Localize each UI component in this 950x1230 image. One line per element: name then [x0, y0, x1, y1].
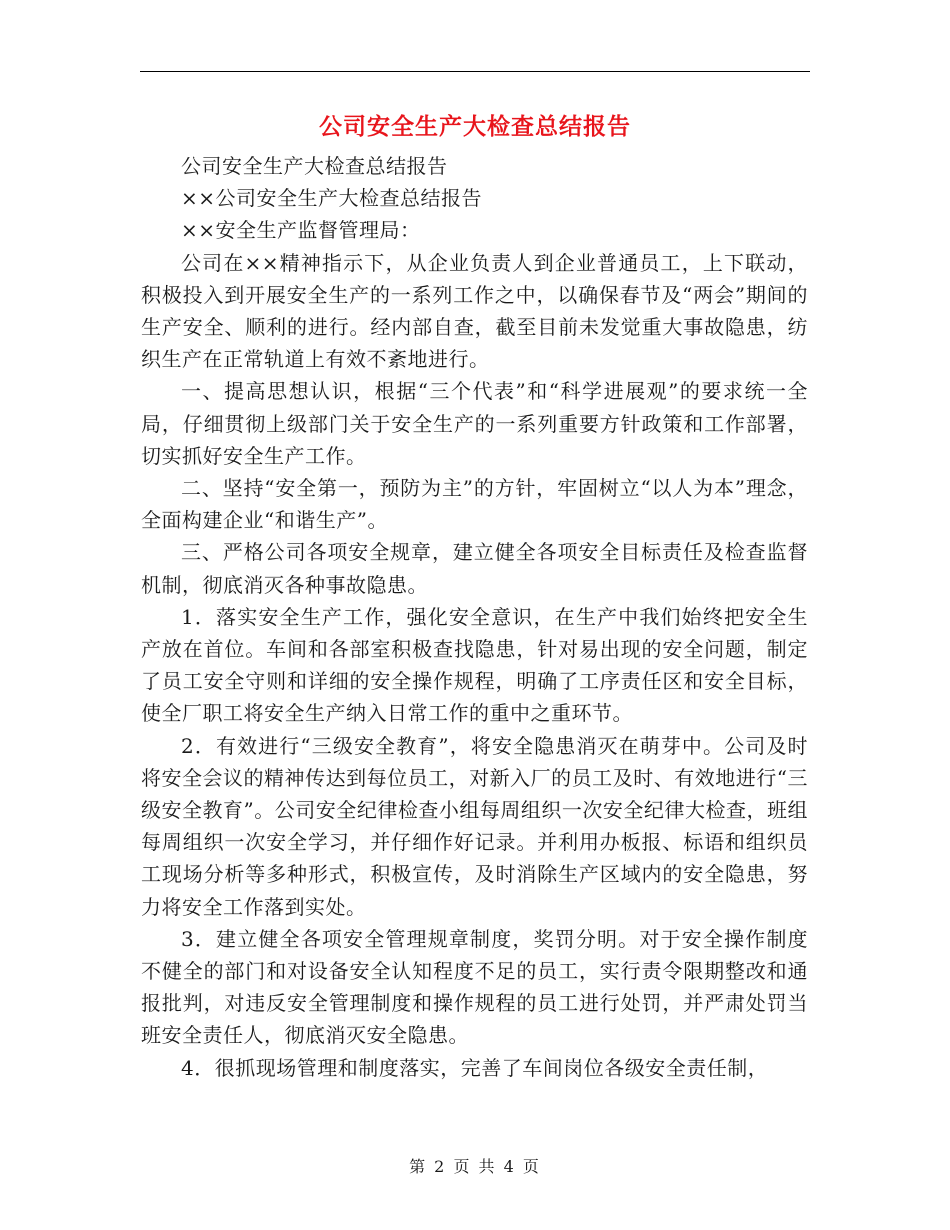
document-title: 公司安全生产大检查总结报告 — [319, 114, 631, 140]
paragraph: 三、严格公司各项安全规章，建立健全各项安全目标责任及检查监督机制，彻底消灭各种事故隐患。 — [141, 540, 808, 597]
document-body — [141, 150, 808, 1084]
paragraph: 公司在××精神指示下，从企业负责人到企业普通员工，上下联动，积极投入到开展安全生产的一系列工作之中，以确保春节及“两会”期间的生产安全、顺利的进行。经内部自查，截至目前未发觉重大事故隐患，纺织生产在正常轨道上有效不紊地进行。 — [141, 250, 808, 372]
paragraph: 2．有效进行“三级安全教育”，将安全隐患消灭在萌芽中。公司及时将安全会议的精神传达到每位员工，对新入厂的员工及时、有效地进行“三级安全教育”。公司安全纪律检查小组每周组织一次安全纪律大检查，班组每周组织一次安全学习，并仔细作好记录。并利用办板报、标语和组织员工现场分析等多种形式，积极宣传，及时消除生产区域内的安全隐患，努力将安全工作落到实处。 — [141, 733, 808, 919]
paragraph: 3．建立健全各项安全管理规章制度，奖罚分明。对于安全操作制度不健全的部门和对设备安全认知程度不足的员工，实行责令限期整改和通报批判，对违反安全管理制度和操作规程的员工进行处罚，并严肃处罚当班安全责任人，彻底消灭安全隐患。 — [141, 926, 808, 1048]
paragraph: 1．落实安全生产工作，强化安全意识，在生产中我们始终把安全生产放在首位。车间和各部室积极查找隐患，针对易出现的安全问题，制定了员工安全守则和详细的安全操作规程，明确了工序责任区和安全目标，使全厂职工将安全生产纳入日常工作的重中之重环节。 — [141, 604, 808, 726]
page-footer: 第 2 页 共 4 页 — [409, 1157, 541, 1176]
paragraph: ××安全生产监督管理局： — [181, 218, 421, 243]
paragraph: 4．很抓现场管理和制度落实，完善了车间岗位各级安全责任制， — [181, 1055, 769, 1080]
paragraph: 公司安全生产大检查总结报告 — [181, 154, 448, 178]
paragraph: ××公司安全生产大检查总结报告 — [181, 186, 483, 211]
header-rule — [140, 71, 810, 72]
paragraph: 二、坚持“安全第一，预防为主”的方针，牢固树立“以人为本”理念，全面构建企业“和谐生产”。 — [141, 476, 808, 533]
paragraph: 一、提高思想认识，根据“三个代表”和“科学进展观”的要求统一全局，仔细贯彻上级部门关于安全生产的一系列重要方针政策和工作部署，切实抓好安全生产工作。 — [141, 379, 808, 468]
